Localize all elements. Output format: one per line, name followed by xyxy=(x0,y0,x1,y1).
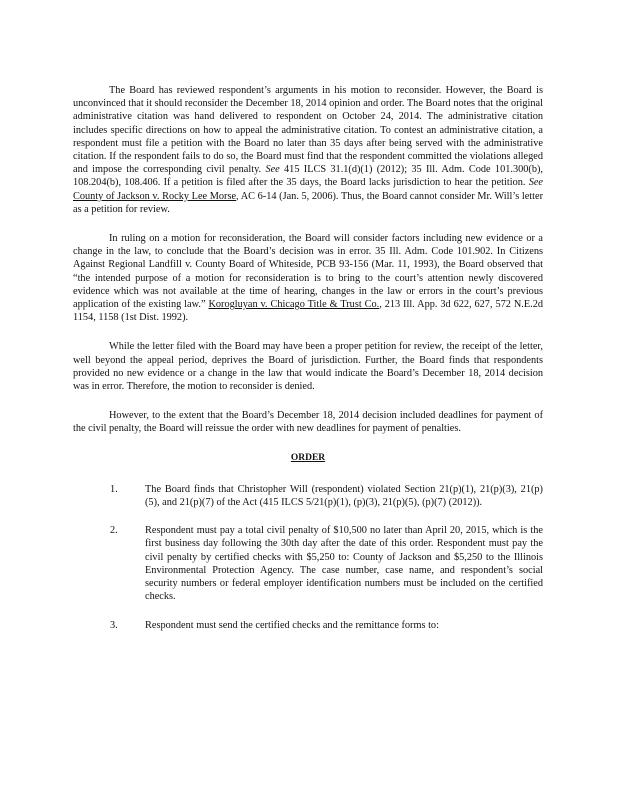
order-item xyxy=(73,524,543,603)
para2-seg2: , 213 Ill. App. 3d 622, 627, 572 N.E.2d 1154, 1158 (1st Dist. 1992). xyxy=(73,299,543,324)
order-item-text: The Board finds that Christopher Will (respondent) violated Section 21(p)(1), 21(p)(3), 21(p)(5), and 21(p)(7) of the Act (415 ILCS 5/21(p)(1), (p)(3), 21(p)(5), (p)(7) (2012)). xyxy=(145,483,543,509)
paragraph-reissue xyxy=(73,409,543,435)
case-citation-korogluyan: Korogluyan v. Chicago Title & Trust Co. xyxy=(208,299,380,311)
para1-seg2: 415 ILCS 31.1(d)(1) (2012); 35 Ill. Adm. Code 101.300(b), 108.204(b), 108.406. If a petition is filed after the 35 days, the Board lacks jurisdiction to hear the petition. xyxy=(73,164,543,189)
order-item-text: Respondent must pay a total civil penalty of $10,500 no later than April 20, 2015, which is the first business day following the 30th day after the date of this order. Respondent must pay the civil penalty by certified checks with $5,250 to: County of Jackson and $5,250 to the Illinois Environmental Protection Agency. The case number, case name, and respondent’s social security numbers or federal employer identification numbers must be included on the certified checks. xyxy=(145,525,543,603)
order-item-text: Respondent must send the certified checks and the remittance forms to: xyxy=(145,619,439,631)
order-heading: ORDER xyxy=(290,452,326,463)
para1-seg1: See xyxy=(265,164,280,176)
para1-seg0: The Board has reviewed respondent’s arguments in his motion to reconsider. However, the Board is unconvinced that it should reconsider the December 18, 2014 opinion and order. The Board notes that the original administrative citation was hand delivered to respondent on October 24, 2014. The administrative citation includes specific directions on how to appeal the administrative citation. To contest an administrative citation, a respondent must file a petition with the Board no later than 35 days after being served with the administrative citation. If the respondent fails to do so, the Board must find that the respondent committed the violations alleged and impose the corresponding civil penalty. xyxy=(73,85,543,176)
para3-seg0: While the letter filed with the Board may have been a proper petition for review, the receipt of the letter, well beyond the appeal period, deprives the Board of jurisdiction. Further, the Board finds that respondents provided no new evidence or a change in the law that would indicate the Board’s December 18, 2014 decision was in error. Therefore, the motion to reconsider is denied. xyxy=(73,341,543,393)
para1-seg6: , AC 6-14 (Jan. 5, 2006). Thus, the Board cannot consider Mr. Will’s letter as a petition for review. xyxy=(73,190,543,215)
order-item-number: 2. xyxy=(110,525,118,537)
paragraph-jurisdiction xyxy=(73,340,543,393)
para1-seg3: See xyxy=(528,177,543,189)
order-item-number: 1. xyxy=(110,483,118,495)
document-page xyxy=(73,84,543,647)
para4-seg0: However, to the extent that the Board’s December 18, 2014 decision included deadlines for payment of the civil penalty, the Board will reissue the order with new deadlines for payment of penalties. xyxy=(73,410,543,435)
paragraph-motion-review xyxy=(73,84,543,216)
order-item-number: 3. xyxy=(110,619,118,631)
order-item xyxy=(73,619,543,632)
order-list xyxy=(73,483,543,632)
paragraph-reconsideration-standard xyxy=(73,232,543,324)
case-citation-jackson-morse: County of Jackson v. Rocky Lee Morse xyxy=(73,190,237,202)
order-item xyxy=(73,483,543,509)
para2-seg0: In ruling on a motion for reconsideration, the Board will consider factors including new evidence or a change in the law, to conclude that the Board’s decision was in error. 35 Ill. Adm. Code 101.902. In Citizens Against Regional Landfill v. County Board of Whiteside, PCB 93-156 (Mar. 11, 1993), the Board observed that “the intended purpose of a motion for reconsideration is to bring to the court’s attention newly discovered evidence which was not available at the time of hearing, changes in the law or errors in the court’s previous application of the existing law.” xyxy=(73,233,543,311)
